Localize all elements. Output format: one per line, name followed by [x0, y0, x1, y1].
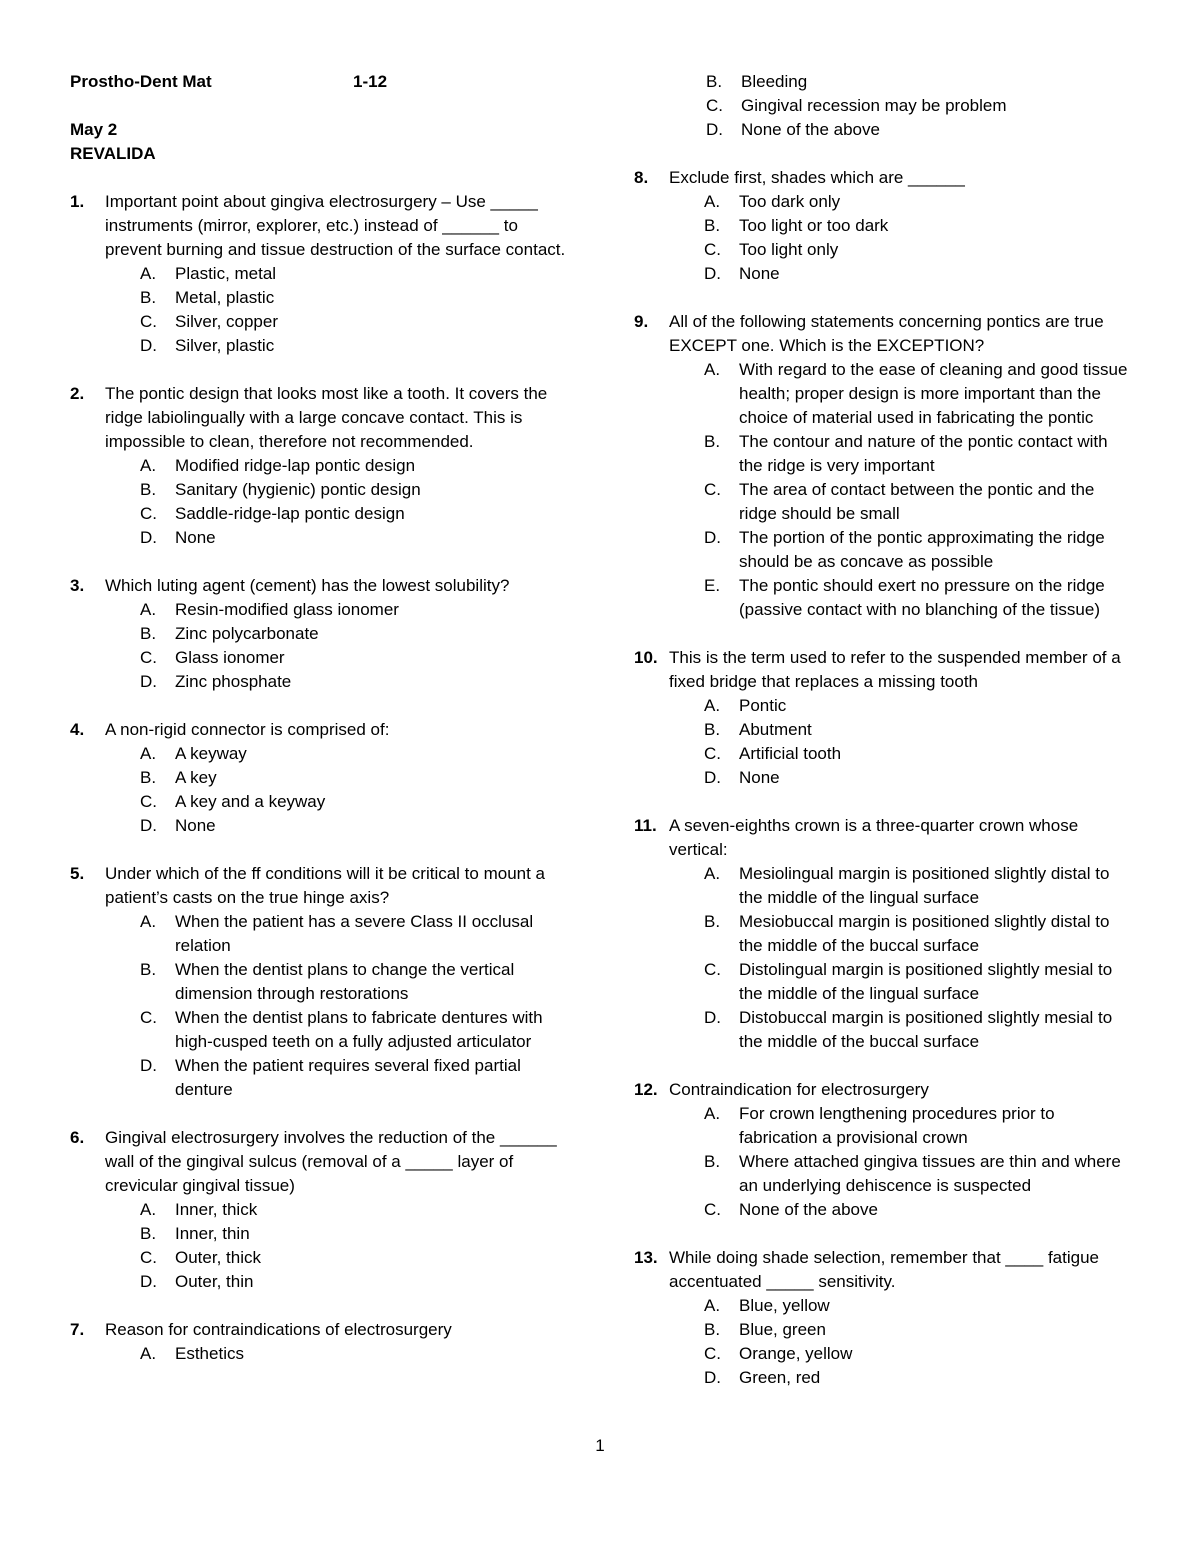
option-text: Metal, plastic — [175, 288, 275, 307]
answer-option — [105, 1222, 570, 1246]
option-list — [105, 262, 570, 358]
option-text: A key and a keyway — [175, 792, 326, 811]
option-list — [669, 862, 1134, 1054]
option-letter: A. — [704, 864, 721, 883]
answer-option — [669, 358, 1134, 430]
question-text: Gingival electrosurgery involves the reduction of the ______ wall of the gingival sulcus (removal of a _____ layer of crevicular gingival tissue) — [105, 1128, 557, 1195]
question-number: 4. — [70, 720, 85, 739]
answer-option — [105, 334, 570, 358]
option-text: Distobuccal margin is positioned slightly mesial to the middle of the buccal surface — [739, 1008, 1113, 1051]
answer-option — [105, 622, 570, 646]
option-list — [105, 454, 570, 550]
option-letter: B. — [140, 768, 157, 787]
answer-option — [669, 742, 1134, 766]
option-list — [105, 1198, 570, 1294]
option-text: The contour and nature of the pontic contact with the ridge is very important — [739, 432, 1108, 475]
question-number: 10. — [634, 648, 658, 667]
subject-title: Prostho-Dent Mat — [70, 72, 212, 91]
question-item — [70, 382, 570, 550]
right-column — [634, 70, 1134, 1414]
option-letter: C. — [140, 648, 157, 667]
option-letter: A. — [140, 456, 157, 475]
option-letter: D. — [140, 672, 157, 691]
question-item — [634, 814, 1134, 1054]
question-number: 11. — [634, 816, 657, 835]
option-letter: D. — [140, 1056, 157, 1075]
option-letter: C. — [140, 1008, 157, 1027]
answer-option — [669, 1006, 1134, 1054]
answer-option — [634, 118, 1134, 142]
question-number: 12. — [634, 1080, 658, 1099]
option-letter: D. — [704, 1008, 721, 1027]
option-text: Blue, yellow — [739, 1296, 830, 1315]
answer-option — [669, 1294, 1134, 1318]
answer-option — [105, 262, 570, 286]
answer-option — [669, 718, 1134, 742]
question-text: A non-rigid connector is comprised of: — [105, 720, 390, 739]
option-text: The pontic should exert no pressure on the ridge (passive contact with no blanching of the tissue) — [739, 576, 1105, 619]
question-number: 2. — [70, 384, 85, 403]
question-number: 6. — [70, 1128, 85, 1147]
option-letter: B. — [704, 720, 721, 739]
answer-option — [669, 1318, 1134, 1342]
question-item — [70, 862, 570, 1102]
option-text: Modified ridge-lap pontic design — [175, 456, 416, 475]
answer-option — [105, 742, 570, 766]
option-text: When the dentist plans to fabricate dentures with high-cusped teeth on a fully adjusted articulator — [175, 1008, 543, 1051]
question-number: 5. — [70, 864, 85, 883]
option-letter: B. — [140, 960, 157, 979]
answer-option — [669, 574, 1134, 622]
answer-option — [105, 502, 570, 526]
page-number: 1 — [595, 1436, 605, 1455]
answer-option — [634, 94, 1134, 118]
question-text: Contraindication for electrosurgery — [669, 1080, 929, 1099]
answer-option — [105, 1006, 570, 1054]
answer-option — [669, 1366, 1134, 1390]
exam-date: May 2 — [70, 120, 118, 139]
question-item — [70, 1126, 570, 1294]
option-text: None of the above — [741, 120, 880, 139]
answer-option — [105, 454, 570, 478]
option-list — [669, 190, 1134, 286]
option-text: Green, red — [739, 1368, 821, 1387]
option-letter: D. — [706, 120, 723, 139]
option-letter: C. — [704, 480, 721, 499]
option-letter: B. — [704, 1320, 721, 1339]
option-letter: B. — [140, 480, 157, 499]
option-letter: B. — [140, 624, 157, 643]
option-text: Outer, thick — [175, 1248, 261, 1267]
option-text: None — [739, 264, 780, 283]
option-text: Zinc polycarbonate — [175, 624, 319, 643]
option-text: Outer, thin — [175, 1272, 254, 1291]
answer-option — [105, 670, 570, 694]
option-list — [669, 694, 1134, 790]
option-list — [669, 358, 1134, 622]
option-text: For crown lengthening procedures prior to fabrication a provisional crown — [739, 1104, 1055, 1147]
option-letter: B. — [704, 216, 721, 235]
option-text: None — [175, 528, 216, 547]
option-text: A key — [175, 768, 217, 787]
option-letter: B. — [704, 1152, 721, 1171]
answer-option — [105, 286, 570, 310]
option-text: Inner, thin — [175, 1224, 250, 1243]
option-text: Mesiolingual margin is positioned slightly distal to the middle of the lingual surface — [739, 864, 1110, 907]
question-number: 9. — [634, 312, 649, 331]
question-text: Reason for contraindications of electrosurgery — [105, 1320, 452, 1339]
question-text: The pontic design that looks most like a tooth. It covers the ridge labiolingually with a large concave contact. This is impossible to clean, therefore not recommended. — [105, 384, 548, 451]
answer-option — [105, 310, 570, 334]
option-letter: A. — [140, 744, 157, 763]
option-text: Resin-modified glass ionomer — [175, 600, 399, 619]
option-letter: A. — [140, 264, 157, 283]
question-number: 13. — [634, 1248, 658, 1267]
answer-option — [105, 1342, 570, 1366]
option-text: A keyway — [175, 744, 247, 763]
option-letter: E. — [704, 576, 721, 595]
option-list — [669, 1102, 1134, 1222]
answer-option — [669, 214, 1134, 238]
answer-option — [669, 238, 1134, 262]
option-text: Sanitary (hygienic) pontic design — [175, 480, 421, 499]
answer-option — [105, 478, 570, 502]
option-letter: B. — [140, 1224, 157, 1243]
answer-option — [669, 478, 1134, 526]
question-text: All of the following statements concerning pontics are true EXCEPT one. Which is the EXCEPTION? — [669, 312, 1104, 355]
option-letter: D. — [704, 768, 721, 787]
option-text: Esthetics — [175, 1344, 244, 1363]
question-number: 8. — [634, 168, 649, 187]
option-text: Pontic — [739, 696, 787, 715]
option-text: Where attached gingiva tissues are thin and where an underlying dehiscence is suspected — [739, 1152, 1121, 1195]
option-text: Abutment — [739, 720, 812, 739]
question-item — [70, 190, 570, 358]
question-text: Exclude first, shades which are ______ — [669, 168, 965, 187]
option-letter: C. — [140, 792, 157, 811]
answer-option — [105, 766, 570, 790]
option-text: Too dark only — [739, 192, 841, 211]
answer-option — [105, 910, 570, 958]
option-letter: A. — [704, 696, 721, 715]
answer-option — [105, 1198, 570, 1222]
option-text: When the patient has a severe Class II occlusal relation — [175, 912, 534, 955]
option-letter: C. — [140, 312, 157, 331]
option-letter: A. — [140, 600, 157, 619]
option-text: When the dentist plans to change the vertical dimension through restorations — [175, 960, 515, 1003]
option-letter: D. — [140, 816, 157, 835]
option-letter: D. — [704, 528, 721, 547]
option-text: Gingival recession may be problem — [741, 96, 1007, 115]
answer-option — [634, 70, 1134, 94]
question-text: This is the term used to refer to the suspended member of a fixed bridge that replaces a missing tooth — [669, 648, 1121, 691]
option-text: With regard to the ease of cleaning and good tissue health; proper design is more important than the choice of material used in fabricating the pontic — [739, 360, 1128, 427]
answer-option — [669, 766, 1134, 790]
option-letter: C. — [706, 96, 723, 115]
answer-option — [105, 1270, 570, 1294]
option-letter: A. — [140, 912, 157, 931]
left-column — [70, 70, 570, 1366]
answer-option — [105, 1246, 570, 1270]
option-text: Too light or too dark — [739, 216, 889, 235]
option-letter: D. — [140, 1272, 157, 1291]
answer-option — [105, 1054, 570, 1102]
question-item — [634, 646, 1134, 790]
option-text: Saddle-ridge-lap pontic design — [175, 504, 405, 523]
question-number: 1. — [70, 192, 85, 211]
question-text: Important point about gingiva electrosurgery – Use _____ instruments (mirror, explorer, etc.) instead of ______ to prevent burning and tissue destruction of the surface contact. — [105, 192, 566, 259]
question-item — [70, 718, 570, 838]
question-item — [634, 310, 1134, 622]
option-text: Orange, yellow — [739, 1344, 853, 1363]
option-letter: D. — [704, 1368, 721, 1387]
option-letter: B. — [704, 432, 721, 451]
option-letter: B. — [706, 72, 723, 91]
answer-option — [105, 598, 570, 622]
answer-option — [669, 1198, 1134, 1222]
option-letter: C. — [140, 1248, 157, 1267]
question-text: While doing shade selection, remember that ____ fatigue accentuated _____ sensitivity. — [669, 1248, 1099, 1291]
answer-option — [669, 262, 1134, 286]
option-letter: C. — [704, 960, 721, 979]
header-row — [70, 70, 570, 94]
answer-option — [669, 958, 1134, 1006]
option-list — [105, 742, 570, 838]
option-list — [669, 1294, 1134, 1390]
option-text: None of the above — [739, 1200, 878, 1219]
option-letter: C. — [704, 1200, 721, 1219]
answer-option — [669, 190, 1134, 214]
answer-option — [105, 790, 570, 814]
option-text: Blue, green — [739, 1320, 826, 1339]
option-text: None — [739, 768, 780, 787]
question-item — [70, 1318, 570, 1366]
answer-option — [669, 910, 1134, 958]
right-question-list — [634, 166, 1134, 1390]
question-text: Which luting agent (cement) has the lowest solubility? — [105, 576, 510, 595]
left-question-list — [70, 190, 570, 1366]
answer-option — [105, 958, 570, 1006]
question-number: 3. — [70, 576, 85, 595]
answer-option — [669, 526, 1134, 574]
option-text: Plastic, metal — [175, 264, 277, 283]
option-letter: D. — [140, 528, 157, 547]
option-letter: A. — [704, 360, 721, 379]
question-item — [634, 1246, 1134, 1390]
option-letter: D. — [140, 336, 157, 355]
answer-option — [669, 1150, 1134, 1198]
question-text: A seven-eighths crown is a three-quarter crown whose vertical: — [669, 816, 1079, 859]
option-text: Glass ionomer — [175, 648, 285, 667]
option-letter: D. — [704, 264, 721, 283]
option-letter: A. — [704, 1296, 721, 1315]
question-item — [634, 1078, 1134, 1222]
question-number: 7. — [70, 1320, 85, 1339]
option-text: Distolingual margin is positioned slightly mesial to the middle of the lingual surface — [739, 960, 1113, 1003]
option-text: The portion of the pontic approximating the ridge should be as concave as possible — [739, 528, 1105, 571]
option-letter: C. — [704, 1344, 721, 1363]
answer-option — [669, 430, 1134, 478]
answer-option — [105, 814, 570, 838]
option-list — [105, 1342, 570, 1366]
answer-option — [669, 1102, 1134, 1150]
answer-option — [669, 1342, 1134, 1366]
option-text: Silver, plastic — [175, 336, 275, 355]
option-list — [105, 910, 570, 1102]
option-letter: C. — [704, 744, 721, 763]
answer-option — [669, 694, 1134, 718]
option-text: Zinc phosphate — [175, 672, 292, 691]
option-text: When the patient requires several fixed partial denture — [175, 1056, 521, 1099]
question-text: Under which of the ff conditions will it be critical to mount a patient’s casts on the true hinge axis? — [105, 864, 546, 907]
option-letter: A. — [704, 192, 721, 211]
option-text: Silver, copper — [175, 312, 278, 331]
option-letter: B. — [140, 288, 157, 307]
option-text: Too light only — [739, 240, 839, 259]
option-text: The area of contact between the pontic and the ridge should be small — [739, 480, 1095, 523]
item-range: 1-12 — [353, 72, 388, 91]
option-letter: A. — [704, 1104, 721, 1123]
option-text: None — [175, 816, 216, 835]
exam-name: REVALIDA — [70, 144, 156, 163]
option-text: Mesiobuccal margin is positioned slightly distal to the middle of the buccal surface — [739, 912, 1110, 955]
option-text: Inner, thick — [175, 1200, 258, 1219]
option-letter: C. — [704, 240, 721, 259]
option-text: Artificial tooth — [739, 744, 842, 763]
question-item — [70, 574, 570, 694]
option-text: Bleeding — [741, 72, 808, 91]
continued-options — [634, 70, 1134, 142]
answer-option — [105, 526, 570, 550]
option-letter: A. — [140, 1344, 157, 1363]
question-item — [634, 166, 1134, 286]
option-letter: C. — [140, 504, 157, 523]
answer-option — [669, 862, 1134, 910]
answer-option — [105, 646, 570, 670]
option-list — [105, 598, 570, 694]
option-letter: B. — [704, 912, 721, 931]
option-letter: A. — [140, 1200, 157, 1219]
